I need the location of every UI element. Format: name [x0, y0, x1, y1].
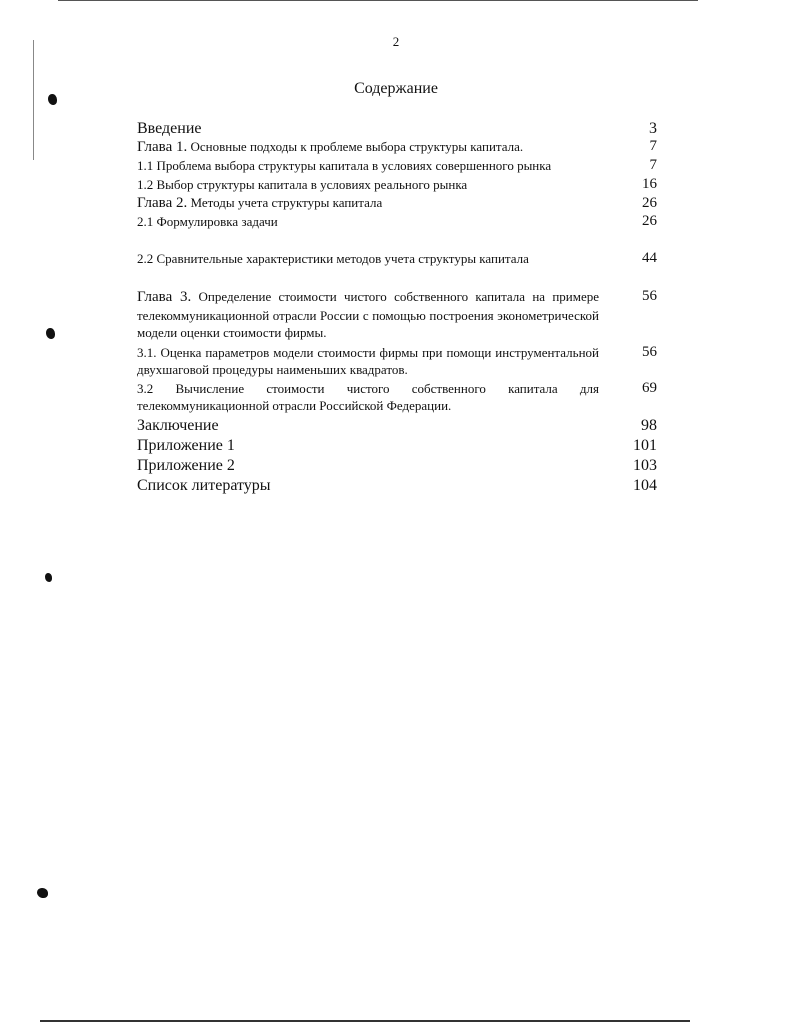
- toc-entry-title: Введение: [137, 120, 202, 137]
- toc-entry-3-1: [137, 344, 657, 378]
- toc-chapter-label: Глава 3.: [137, 289, 192, 305]
- punch-hole-mark: [46, 328, 55, 339]
- toc-entry-chapter-3: [137, 288, 657, 342]
- toc-spacer: [137, 230, 657, 250]
- toc-entry-title: 1.2 Выбор структуры капитала в условиях реального рынка: [137, 177, 468, 192]
- toc-entry-title: Методы учета структуры капитала: [187, 195, 383, 210]
- toc-entry-page: 26: [642, 195, 657, 211]
- toc-entry-title: Приложение 1: [137, 436, 235, 454]
- toc-entry-page: 16: [642, 176, 657, 192]
- toc-entry-page: 7: [649, 157, 657, 173]
- scan-edge-top: [58, 0, 698, 1]
- toc-entry-page: 56: [642, 343, 657, 360]
- toc-entry-2-1: [137, 213, 657, 230]
- toc-entry-title: 2.1 Формулировка задачи: [137, 214, 278, 229]
- toc-entry-page: 104: [633, 476, 657, 494]
- toc-entry-chapter-1: [137, 137, 657, 157]
- toc-entry-page: 103: [633, 456, 657, 474]
- toc-entry-1-1: [137, 157, 657, 174]
- toc-entry-page: 98: [641, 416, 657, 434]
- toc-entry-title: Определение стоимости чистого собственного капитала на примере телекоммуникационной отрасли России с помощью построения эконометрической модели оценки стоимости фирмы.: [137, 289, 599, 340]
- toc-entry-page: 26: [642, 213, 657, 229]
- toc-entry-chapter-2: [137, 193, 657, 213]
- toc-entry-title: Приложение 2: [137, 456, 235, 474]
- toc-entry-page: 3: [649, 120, 657, 137]
- toc-entry-page: 7: [649, 138, 657, 154]
- toc-entry-title: Заключение: [137, 416, 219, 434]
- table-of-contents: [137, 119, 657, 496]
- toc-entry-3-2: [137, 380, 657, 414]
- punch-hole-mark: [37, 888, 48, 898]
- scan-edge-bottom: [40, 1020, 690, 1022]
- toc-entry-title: Список литературы: [137, 476, 271, 494]
- toc-spacer: [137, 267, 657, 288]
- scan-edge-left: [33, 40, 34, 160]
- page-title: Содержание: [354, 80, 438, 97]
- toc-entry-title: 3.2 Вычисление стоимости чистого собственного капитала для телекоммуникационной отрасли Российской Федерации.: [137, 380, 599, 413]
- toc-entry-page: 56: [642, 288, 657, 304]
- toc-entry-title: 2.2 Сравнительные характеристики методов учета структуры капитала: [137, 251, 529, 266]
- page-number: 2: [392, 34, 400, 49]
- toc-entry-title: Основные подходы к проблеме выбора структуры капитала.: [187, 139, 524, 154]
- toc-entry-1-2: [137, 176, 657, 193]
- toc-entry-page: 44: [642, 250, 657, 266]
- toc-entry-page: 69: [642, 379, 657, 396]
- toc-entry-title: 3.1. Оценка параметров модели стоимости фирмы при помощи инструментальной двухшаговой процедуры наименьших квадратов.: [137, 344, 599, 377]
- toc-entry-page: 101: [633, 436, 657, 454]
- toc-entry-bibliography: [137, 476, 657, 496]
- toc-chapter-label: Глава 2.: [137, 195, 188, 211]
- toc-entry-appendix-1: [137, 436, 657, 456]
- punch-hole-mark: [45, 573, 52, 582]
- toc-entry-title: 1.1 Проблема выбора структуры капитала в условиях совершенного рынка: [137, 158, 552, 173]
- toc-entry-introduction: [137, 119, 657, 139]
- toc-chapter-label: Глава 1.: [137, 139, 188, 155]
- toc-entry-2-2: [137, 250, 657, 267]
- toc-entry-appendix-2: [137, 456, 657, 476]
- toc-entry-conclusion: [137, 416, 657, 436]
